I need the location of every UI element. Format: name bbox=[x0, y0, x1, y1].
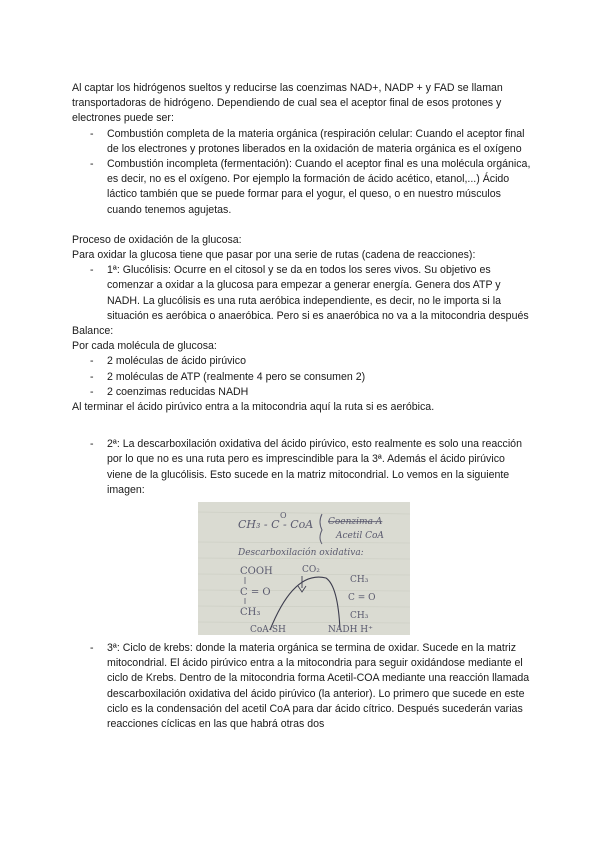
hw-bracket-top: Coenzima A bbox=[328, 517, 383, 528]
hw-left-3: CH₃ bbox=[240, 607, 261, 619]
step-ciclo-krebs: - 3ª: Ciclo de krebs: donde la materia orgánica se termina de oxidar. Sucede en la matriz mitocondrial. El ácido pirúvico entra a la mitocondria para seguir oxidándose mediante el ciclo de Krebs. Dentro de la mitocondria forma Acetil-COA mediante una reacción llamada descarboxilación oxidativa del ácido pirúvico (la anterior). Lo primero que sucede en este ciclo es la condensación del acetil CoA para dar ácido cítrico. Después sucederán varias reacciones cíclicas en las que habrá otras dos bbox=[72, 641, 532, 732]
hw-right-3: CH₃ bbox=[350, 611, 369, 622]
section-title-oxidation: Proceso de oxidación de la glucosa: bbox=[72, 233, 242, 246]
hw-co2: CO₂ bbox=[302, 565, 320, 576]
hw-oxygen: O bbox=[280, 511, 287, 521]
step-descarboxilacion: - 2ª: La descarboxilación oxidativa del ácido pirúvico, esto realmente es solo una reacción por lo que no es una ruta pero es imprescindible para la 3ª. Además el ácido pirúvico viene de la glucólisis. Esto sucede en la matriz mitocondrial. Lo vemos en la siguiente imagen: bbox=[72, 437, 532, 498]
hw-arc bbox=[270, 577, 340, 630]
list-item: - Combustión completa de la materia orgánica (respiración celular: Cuando el aceptor final de los electrones y protones liberados en la oxidación de materia orgánica es el oxígeno bbox=[72, 127, 532, 157]
list-item: - 2 moléculas de ácido pirúvico bbox=[72, 354, 532, 369]
oxidation-intro: Para oxidar la glucosa tiene que pasar por una serie de rutas (cadena de reacciones): bbox=[72, 249, 476, 262]
combustion-list bbox=[72, 127, 532, 218]
hw-left-2: C = O bbox=[240, 587, 271, 599]
intro-paragraph: Al captar los hidrógenos sueltos y reducirse las coenzimas NAD+, NADP + y FAD se llaman transportadoras de hidrógeno. Dependiendo de cual sea el aceptor final de esos protones y electrones puede ser: bbox=[72, 82, 503, 125]
step3-list bbox=[72, 641, 532, 732]
balance-after: Al terminar el ácido pirúvico entra a la mitocondria aquí la ruta si es aeróbica. bbox=[72, 401, 435, 414]
balance-title: Balance: bbox=[72, 325, 114, 338]
balance-intro: Por cada molécula de glucosa: bbox=[72, 340, 217, 353]
step1-list bbox=[72, 263, 532, 324]
hw-formula: CH₃ - C - CoA bbox=[238, 518, 314, 532]
handwritten-diagram bbox=[198, 502, 410, 635]
step-glucolisis: - 1ª: Glucólisis: Ocurre en el citosol y se da en todos los seres vivos. Su objetivo es comenzar a oxidar a la glucosa para empezar a generar energía. Genera dos ATP y NADH. La glucólisis es una ruta aeróbica independiente, es decir, no le importa si la situación es aeróbica o anaeróbica. Pero si es anaeróbica no va a la mitocondria después bbox=[72, 263, 532, 324]
list-item: - Combustión incompleta (fermentación): Cuando el aceptor final es una molécula orgánica, es decir, no es el oxígeno. Por ejemplo la formación de ácido acético, etanol,...) Ácido láctico también que se puede formar para el yogur, el queso, o en nuestro músculos cuando tenemos agujetas. bbox=[72, 157, 532, 218]
hw-coash: CoA-SH bbox=[250, 625, 286, 636]
hw-bracket bbox=[320, 514, 322, 544]
hw-heading: Descarboxilación oxidativa: bbox=[238, 548, 364, 559]
list-item: - 2 moléculas de ATP (realmente 4 pero se consumen 2) bbox=[72, 370, 532, 385]
hw-right-2: C = O bbox=[348, 593, 376, 604]
step2-list bbox=[72, 437, 532, 498]
document-page bbox=[72, 81, 532, 732]
handwritten-diagram-photo bbox=[198, 502, 410, 635]
hw-nadh: NADH H⁺ bbox=[328, 625, 373, 636]
hw-left-1: COOH bbox=[240, 566, 273, 578]
balance-list bbox=[72, 354, 532, 400]
list-item: - 2 coenzimas reducidas NADH bbox=[72, 385, 532, 400]
hw-right-1: CH₃ bbox=[350, 575, 369, 586]
hw-bracket-bottom: Acetil CoA bbox=[336, 531, 384, 542]
